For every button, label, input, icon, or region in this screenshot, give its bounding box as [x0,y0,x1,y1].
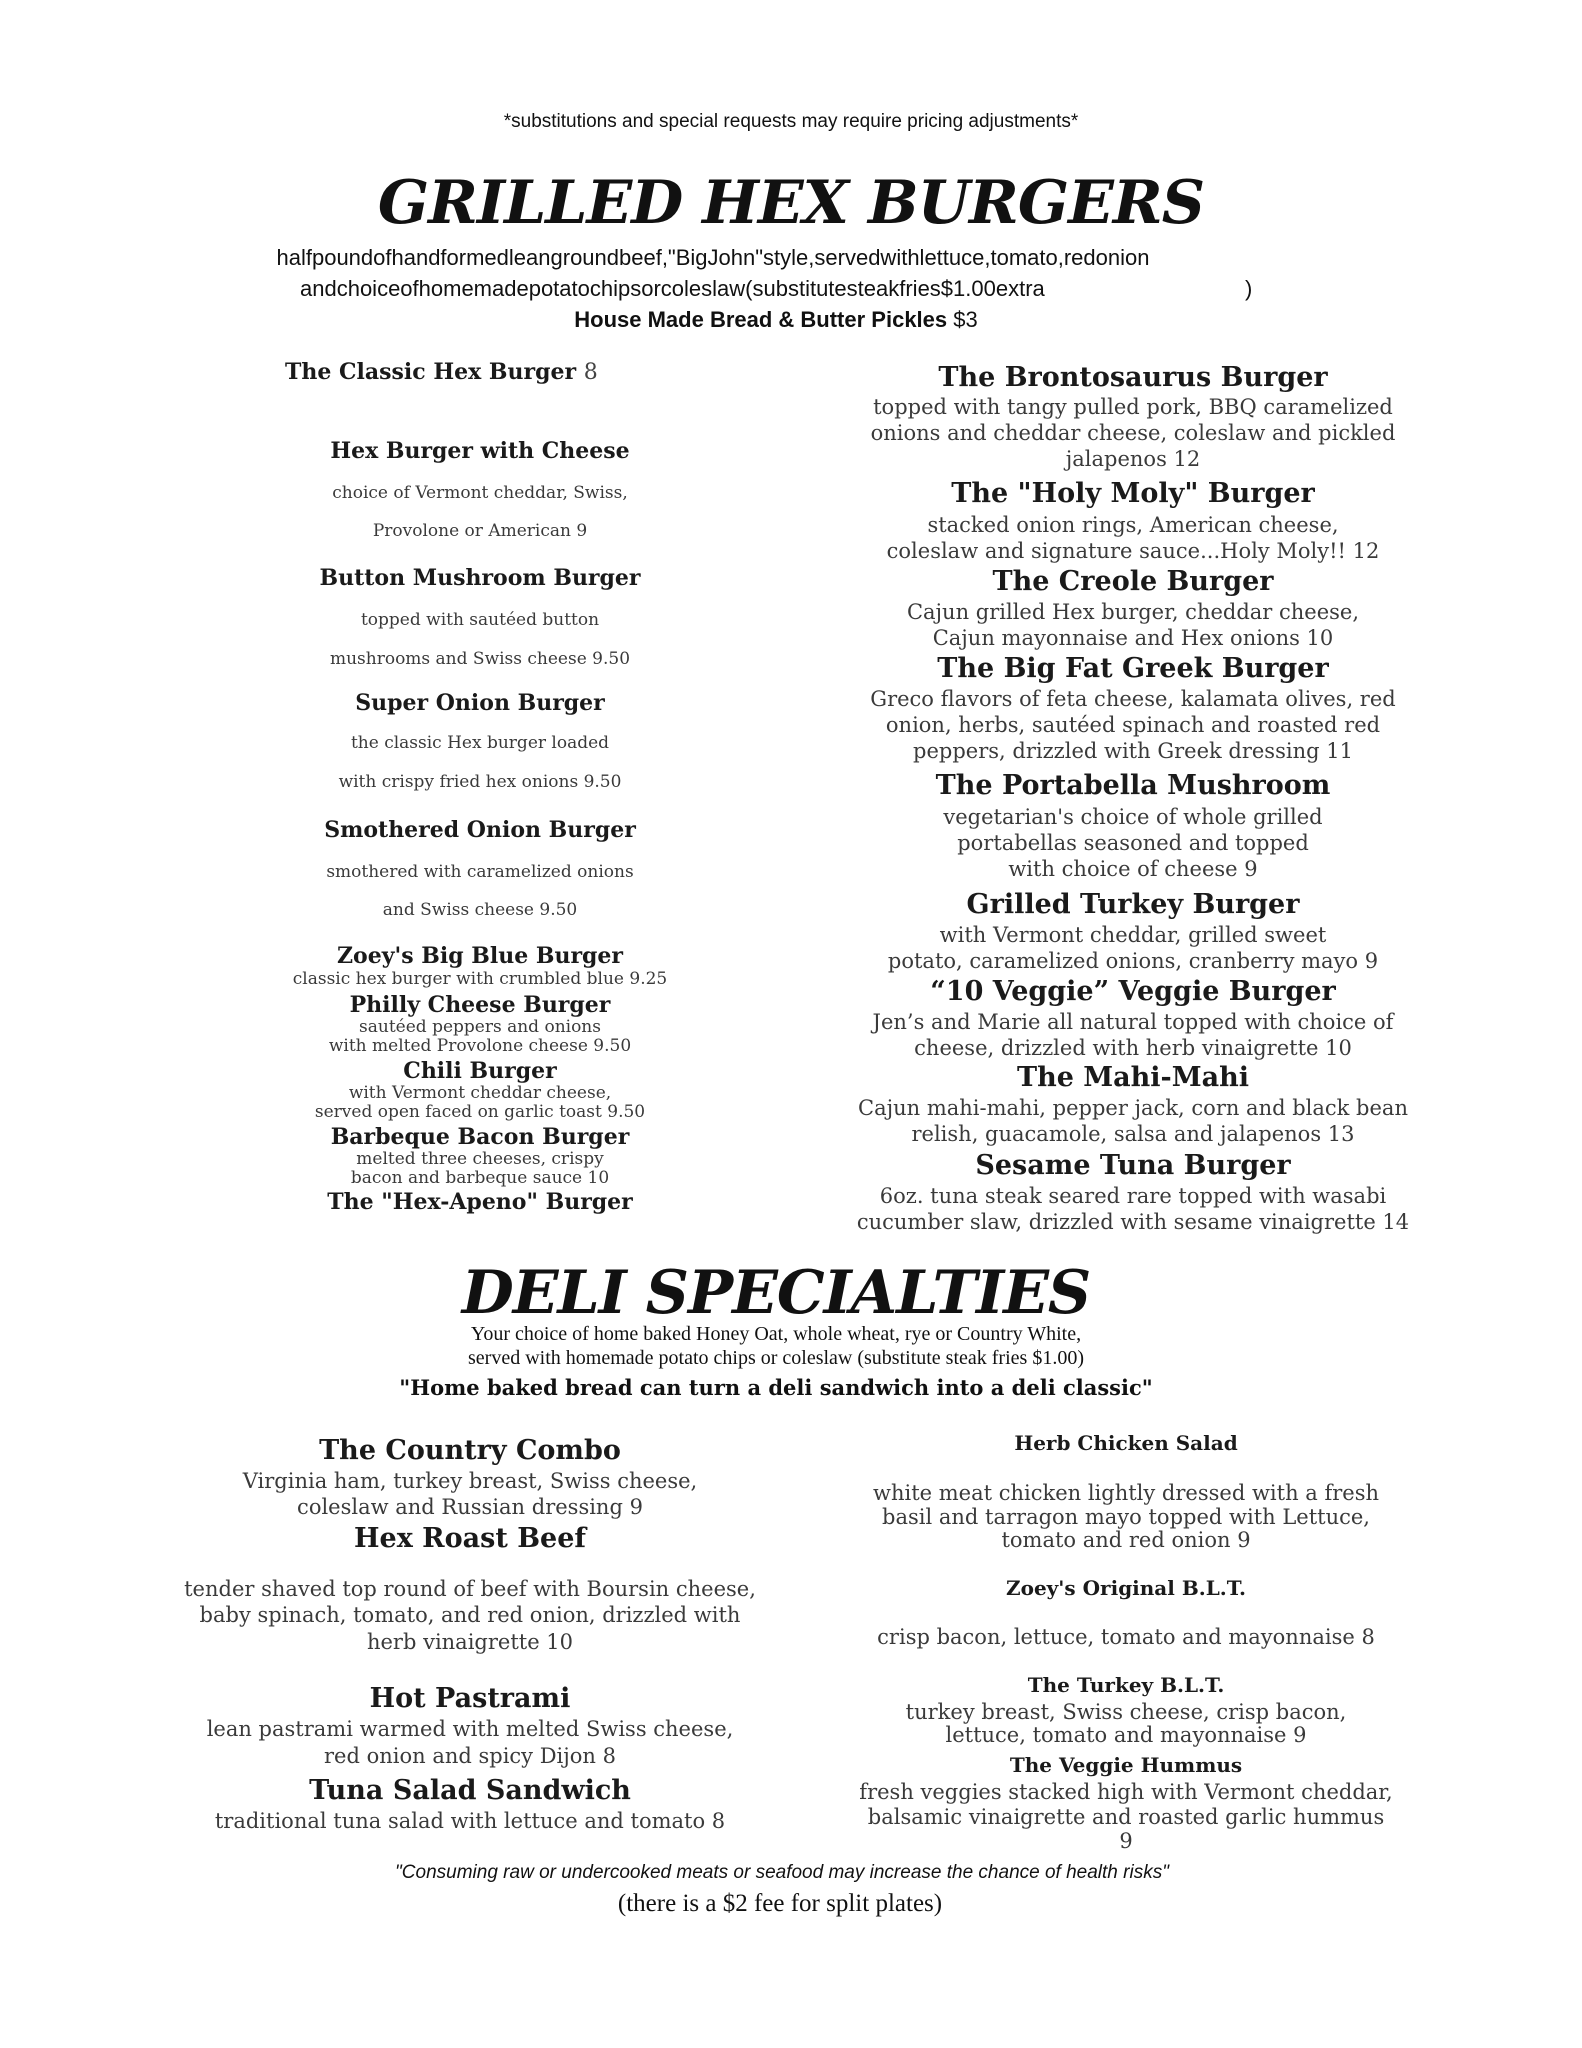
herb-chicken-name: Herb Chicken Salad [1014,1431,1238,1455]
turkey-burger-desc-1: with Vermont cheddar, grilled sweet [939,923,1327,947]
turkey-blt-desc-2: lettuce, tomato and mayonnaise 9 [945,1723,1307,1747]
hot-pastrami-desc-2: red onion and spicy Dijon 8 [324,1744,616,1768]
smothered-onion-name: Smothered Onion Burger [324,817,636,843]
country-combo-desc-1: Virginia ham, turkey breast, Swiss cheese, [242,1469,698,1493]
mahi-mahi-desc-1: Cajun mahi-mahi, pepper jack, corn and black bean [858,1096,1408,1120]
original-blt-desc-1: crisp bacon, lettuce, tomato and mayonnaise 8 [877,1625,1375,1649]
turkey-blt-name: The Turkey B.L.T. [1027,1673,1225,1697]
pickles-price: $3 [953,307,978,332]
hot-pastrami-desc-1: lean pastrami warmed with melted Swiss cheese, [206,1717,734,1741]
mahi-mahi-desc-2: relish, guacamole, salsa and jalapenos 13 [911,1122,1355,1146]
turkey-blt-desc-1: turkey breast, Swiss cheese, crisp bacon, [905,1700,1347,1724]
big-blue-name: Zoey's Big Blue Burger [336,943,624,969]
button-mushroom-desc-2: mushrooms and Swiss cheese 9.50 [329,649,631,669]
turkey-burger-name: Grilled Turkey Burger [966,889,1300,920]
creole-desc-2: Cajun mayonnaise and Hex onions 10 [932,626,1334,650]
bbq-bacon-desc-1: melted three cheeses, crispy [356,1149,604,1169]
hex-roast-beef-desc-3: herb vinaigrette 10 [366,1630,574,1654]
brontosaurus-desc-3: jalapenos 12 [1065,447,1201,471]
philly-desc-1: sautéed peppers and onions [359,1017,601,1037]
mahi-mahi-name: The Mahi-Mahi [1016,1062,1250,1093]
chili-desc-2: served open faced on garlic toast 9.50 [314,1102,646,1122]
veggie-burger-desc-2: cheese, drizzled with herb vinaigrette 10 [914,1036,1352,1060]
holy-moly-desc-2: coleslaw and signature sauce...Holy Moly!! 12 [886,539,1380,563]
health-warning: "Consuming raw or undercooked meats or seafood may increase the chance of health risks" [395,1862,1169,1883]
tuna-salad-name: Tuna Salad Sandwich [309,1775,631,1806]
super-onion-desc-2: with crispy fried hex onions 9.50 [338,772,622,792]
smothered-onion-desc-2: and Swiss cheese 9.50 [382,900,578,920]
hex-roast-beef-desc-2: baby spinach, tomato, and red onion, drizzled with [199,1603,741,1627]
burgers-intro-line-2-end: ) [1245,276,1253,301]
country-combo-desc-2: coleslaw and Russian dressing 9 [297,1495,643,1519]
burgers-intro-line-2: andchoiceofhomemadepotatochipsorcoleslaw(substitutesteakfries$1.00extra [300,276,1045,301]
deli-intro-line-2: served with homemade potato chips or coleslaw (substitute steak fries $1.00) [468,1347,1084,1369]
hex-roast-beef-desc-1: tender shaved top round of beef with Boursin cheese, [184,1577,756,1601]
herb-chicken-desc-3: tomato and red onion 9 [1001,1528,1251,1552]
herb-chicken-desc-1: white meat chicken lightly dressed with a fresh [872,1481,1380,1505]
portabella-desc-1: vegetarian's choice of whole grilled [943,805,1323,829]
item-name: The Classic Hex Burger [285,359,577,385]
philly-desc-2: with melted Provolone cheese 9.50 [328,1036,632,1056]
big-fat-greek-name: The Big Fat Greek Burger [937,653,1329,684]
veggie-hummus-desc-3: 9 [1119,1829,1133,1853]
country-combo-name: The Country Combo [319,1435,621,1466]
deli-intro-line-1: Your choice of home baked Honey Oat, whole wheat, rye or Country White, [470,1323,1082,1345]
herb-chicken-desc-2: basil and tarragon mayo topped with Lettuce, [882,1505,1370,1529]
sesame-tuna-name: Sesame Tuna Burger [975,1150,1291,1181]
burgers-section-title: GRILLED HEX BURGERS [377,168,1205,238]
deli-quote: "Home baked bread can turn a deli sandwich into a deli classic" [399,1375,1153,1400]
hot-pastrami-name: Hot Pastrami [369,1683,571,1714]
big-fat-greek-desc-3: peppers, drizzled with Greek dressing 11 [913,739,1353,763]
bbq-bacon-name: Barbeque Bacon Burger [330,1124,630,1150]
veggie-hummus-desc-1: fresh veggies stacked high with Vermont cheddar, [859,1780,1393,1804]
button-mushroom-name: Button Mushroom Burger [319,565,641,591]
pickles-line [574,307,978,333]
hex-apeno-name: The "Hex-Apeno" Burger [327,1189,633,1215]
bbq-bacon-desc-2: bacon and barbeque sauce 10 [350,1168,610,1188]
chili-desc-1: with Vermont cheddar cheese, [348,1083,612,1103]
burger-with-cheese-desc-2: Provolone or American 9 [372,521,588,541]
veggie-burger-desc-1: Jen’s and Marie all natural topped with choice of [872,1010,1394,1034]
philly-name: Philly Cheese Burger [349,992,611,1018]
portabella-desc-3: with choice of cheese 9 [1008,857,1258,881]
split-plate-fee: (there is a $2 fee for split plates) [617,1890,943,1917]
deli-section-title: DELI SPECIALTIES [461,1258,1091,1328]
creole-name: The Creole Burger [992,566,1274,597]
holy-moly-desc-1: stacked onion rings, American cheese, [927,513,1339,537]
super-onion-name: Super Onion Burger [355,690,605,716]
creole-desc-1: Cajun grilled Hex burger, cheddar cheese, [906,600,1360,624]
veggie-hummus-name: The Veggie Hummus [1009,1753,1243,1777]
substitutions-note: *substitutions and special requests may require pricing adjustments* [503,111,1079,132]
smothered-onion-desc-1: smothered with caramelized onions [326,862,634,882]
brontosaurus-desc-2: onions and cheddar cheese, coleslaw and pickled [870,421,1396,445]
big-fat-greek-desc-1: Greco flavors of feta cheese, kalamata olives, red [870,687,1396,711]
burgers-intro-line-1: halfpoundofhandformedleangroundbeef,"BigJohn"style,servedwithlettuce,tomato,redonion [276,245,1150,270]
burger-classic [285,359,598,385]
hex-roast-beef-name: Hex Roast Beef [354,1523,586,1554]
sesame-tuna-desc-2: cucumber slaw, drizzled with sesame vinaigrette 14 [856,1210,1410,1234]
burger-with-cheese-name: Hex Burger with Cheese [330,438,630,464]
brontosaurus-desc-1: topped with tangy pulled pork, BBQ caramelized [873,395,1393,419]
chili-name: Chili Burger [403,1058,557,1084]
turkey-burger-desc-2: potato, caramelized onions, cranberry mayo 9 [887,949,1379,973]
brontosaurus-name: The Brontosaurus Burger [938,362,1328,393]
super-onion-desc-1: the classic Hex burger loaded [350,733,610,753]
big-blue-desc-1: classic hex burger with crumbled blue 9.25 [292,969,668,989]
button-mushroom-desc-1: topped with sautéed button [360,610,600,630]
big-fat-greek-desc-2: onion, herbs, sautéed spinach and roasted red [885,713,1381,737]
veggie-hummus-desc-2: balsamic vinaigrette and roasted garlic hummus [867,1805,1385,1829]
burger-with-cheese-desc-1: choice of Vermont cheddar, Swiss, [332,483,628,503]
pickles-label: House Made Bread & Butter Pickles [574,307,948,332]
tuna-salad-desc-1: traditional tuna salad with lettuce and tomato 8 [214,1809,726,1833]
veggie-burger-name: “10 Veggie” Veggie Burger [930,976,1336,1007]
sesame-tuna-desc-1: 6oz. tuna steak seared rare topped with wasabi [879,1184,1387,1208]
portabella-name: The Portabella Mushroom [935,770,1331,801]
item-price: 8 [583,360,598,385]
original-blt-name: Zoey's Original B.L.T. [1006,1576,1246,1600]
holy-moly-name: The "Holy Moly" Burger [951,478,1315,509]
portabella-desc-2: portabellas seasoned and topped [957,831,1309,855]
